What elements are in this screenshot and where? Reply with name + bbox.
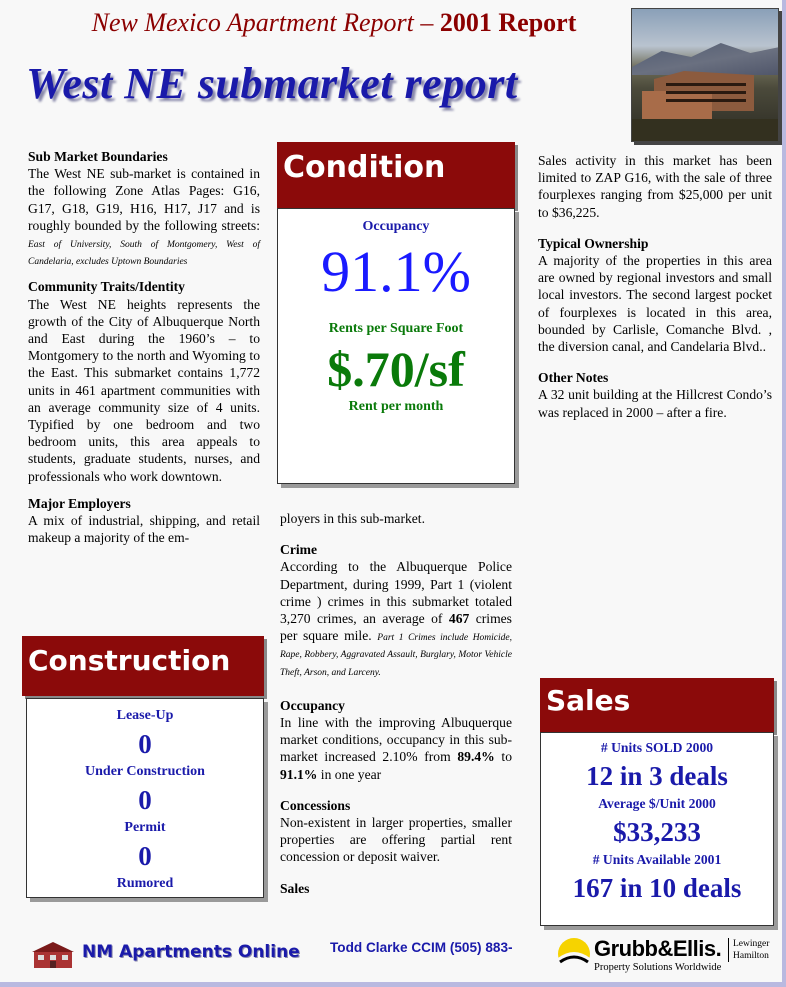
boundaries-heading: Sub Market Boundaries <box>28 149 168 164</box>
units-sold-value: 12 in 3 deals <box>586 761 728 791</box>
sales-box <box>540 732 774 926</box>
page-border-bottom <box>0 982 786 987</box>
occupancy-text-b: in one year <box>320 766 382 782</box>
sales-text-heading: Sales <box>280 880 310 896</box>
units-available-value: 167 in 10 deals <box>572 873 742 903</box>
occupancy-paragraph <box>280 714 512 783</box>
rents-value: $.70/sf <box>327 341 465 397</box>
nm-apartments-link[interactable]: NM Apartments Online <box>82 942 300 962</box>
permit-label: Permit <box>124 820 166 835</box>
crime-heading: Crime <box>280 542 317 558</box>
ownership-text: A majority of the properties in this area are owned by regional investors and small local investors. The second largest pocket of fourplexes is located in this area, bounded by Carlisle, Comanche Blvd. , the diversion canal, and Candelaria Blvd.. <box>538 253 772 355</box>
right-column <box>538 152 772 431</box>
rents-label: Rents per Square Foot <box>328 321 464 336</box>
concessions-heading: Concessions <box>280 797 351 813</box>
crime-text-b: crimes per square mile. <box>280 611 512 644</box>
condition-box <box>277 208 515 484</box>
average-unit-label: Average $/Unit 2000 <box>598 796 716 811</box>
condition-heading: Condition <box>277 142 515 208</box>
occupancy-to-word: to <box>501 749 512 765</box>
occupancy-to: 91.1% <box>280 766 318 782</box>
occupancy-heading: Occupancy <box>280 697 345 713</box>
building-photo <box>631 8 779 142</box>
units-available-label: # Units Available 2001 <box>592 852 722 867</box>
occupancy-value: 91.1% <box>321 239 471 304</box>
middle-column <box>280 510 512 897</box>
sales-text: Sales activity in this market has been limited to ZAP G16, with the sale of three fourplexes ranging from $25,000 per unit to $36,225. <box>538 153 772 220</box>
average-unit-value: $33,233 <box>613 817 701 847</box>
left-column <box>28 148 260 556</box>
crime-text-a: According to the Albuquerque Police Department, during 1999, Part 1 (violent crime ) crimes in this submarket totaled 3,270 crimes, an average of <box>280 559 512 627</box>
lease-up-value: 0 <box>138 729 152 759</box>
employers-heading: Major Employers <box>28 495 131 511</box>
construction-box <box>26 698 264 898</box>
occupancy-from: 89.4% <box>457 749 495 765</box>
under-construction-label: Under Construction <box>85 764 205 779</box>
rent-month-label: Rent per month <box>348 399 444 414</box>
house-logo-icon[interactable] <box>28 940 78 970</box>
boundaries-text: The West NE sub-market is contained in the following Zone Atlas Pages: G16, G17, G18, G19, H16, H17, J17 and is roughly bounded by the following streets: <box>28 166 260 233</box>
boundaries-streets: East of University, South of Montgomery, West of Candelaria, excludes Uptown Boundaries <box>28 240 260 268</box>
community-heading: Community Traits/Identity <box>28 279 185 295</box>
report-header-year: 2001 Report <box>439 8 577 37</box>
rumored-label: Rumored <box>116 876 174 891</box>
page-border-right <box>782 0 786 987</box>
community-text: The West NE heights represents the growth of the City of Albuquerque North and East during the 1960’s – to Montgomery to the north and Wyoming to the East. This submarket contains 1,772 units in 461 apartment communities with an average community size of 4 units. Typified by one bedroom and two bedroom units, this area appeals to students, graduate students, nurses, and professionals who work downtown. <box>28 296 260 484</box>
report-header <box>44 8 624 38</box>
employers-text: A mix of industrial, shipping, and retail makeup a majority of the em- <box>28 513 260 546</box>
under-construction-value: 0 <box>138 785 152 815</box>
crime-paragraph <box>280 558 512 678</box>
units-sold-label: # Units SOLD 2000 <box>600 740 714 755</box>
submarket-title: West NE submarket report <box>26 59 518 108</box>
sun-logo-icon <box>556 936 592 972</box>
partner-line-1: Lewinger <box>733 939 770 949</box>
concessions-text: Non-existent in larger properties, smaller properties are offering partial rent concession or deposit waiver. <box>280 815 512 865</box>
company-tagline: Property Solutions Worldwide <box>594 962 722 973</box>
company-name: Grubb&Ellis. <box>594 936 722 961</box>
employers-continued: ployers in this sub-market. <box>280 511 425 526</box>
construction-heading: Construction <box>22 636 264 696</box>
partner-name <box>728 938 776 962</box>
grubb-ellis-logo <box>556 934 778 978</box>
notes-heading: Other Notes <box>538 370 609 386</box>
permit-value: 0 <box>138 841 152 871</box>
occupancy-label: Occupancy <box>362 219 430 234</box>
occupancy-text-a: In line with the improving Albuquerque market conditions, occupancy in this sub-market increased 2.10% from <box>280 715 512 765</box>
partner-line-2: Hamilton <box>733 951 769 961</box>
contact-info: Todd Clarke CCIM (505) 883- <box>330 940 513 955</box>
lease-up-label: Lease-Up <box>116 708 174 723</box>
boundaries-paragraph <box>28 165 260 268</box>
ownership-heading: Typical Ownership <box>538 235 649 251</box>
crime-value: 467 <box>448 611 470 627</box>
sales-heading: Sales <box>540 678 774 732</box>
report-header-prefix: New Mexico Apartment Report – <box>91 8 434 37</box>
notes-text: A 32 unit building at the Hillcrest Condo’s was replaced in 2000 – after a fire. <box>538 387 772 420</box>
crime-note: Part 1 Crimes include Homicide, Rape, Robbery, Aggravated Assault, Burglary, Motor Vehicle Theft, Arson, and Larceny. <box>280 633 512 678</box>
